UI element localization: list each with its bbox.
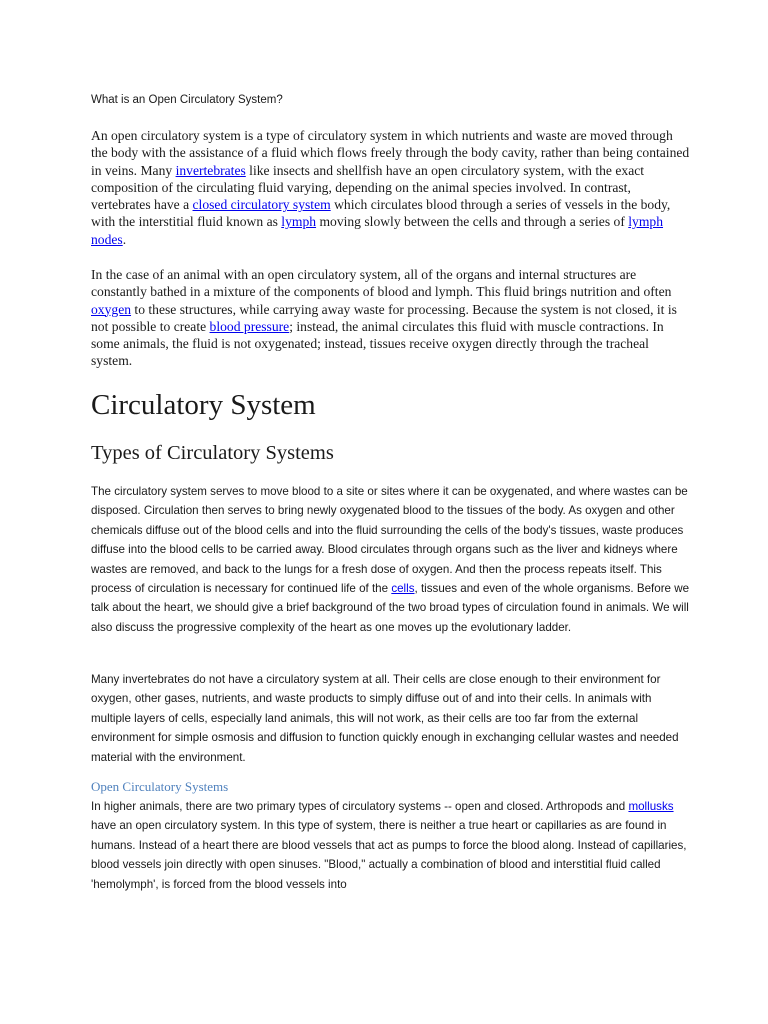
text-segment: ; instead, the animal circulates this fluid with muscle contractions. In some animals, the fluid is not oxygenated; instead, tissues receive oxygen directly through the tracheal system. bbox=[91, 318, 664, 369]
heading-circulatory-system: Circulatory System bbox=[91, 389, 316, 421]
text-segment: , tissues and even of the whole organisms. Before we talk about the heart, we should give a brief background of the two broad types of circulation found in animals. We will also discuss the progressive complexity of the heart as one moves up the evolutionary ladder. bbox=[91, 582, 690, 634]
text-segment: like insects and shellfish have an open circulatory system, with the exact composition of the circulating fluid varying, depending on the animal species involved. In contrast, vertebrates have a bbox=[91, 162, 645, 213]
link-closed-circulatory-system[interactable]: closed circulatory system bbox=[192, 197, 331, 213]
link-lymph-nodes[interactable]: lymph nodes bbox=[91, 214, 664, 247]
heading-open-circulatory-systems: Open Circulatory Systems bbox=[91, 779, 229, 794]
text-segment: An open circulatory system is a type of circulatory system in which nutrients and waste are moved through the body with the assistance of a fluid which flows freely through the body cavity, rather than being contained in veins. Many bbox=[91, 128, 690, 178]
text-segment: The circulatory system serves to move blood to a site or sites where it can be oxygenated, and where wastes can be disposed. Circulation then serves to bring newly oxygenated blood to the tissues of the body. As oxygen and other chemicals diffuse out of the blood cells and into the fluid surrounding the cells of the body's tissues, waste produces diffuse into the blood cells to be carried away. Blood circulates through organs such as the liver and kidneys where wastes are removed, and back to the lungs for a fresh dose of oxygen. And then the process repeats itself. This process of circulation is necessary for continued life of the bbox=[91, 485, 688, 596]
paragraph-open-circulatory-details bbox=[91, 797, 691, 894]
link-cells[interactable]: cells bbox=[391, 582, 415, 596]
paragraph-invertebrates-diffusion: Many invertebrates do not have a circulatory system at all. Their cells are close enough to their environment for oxygen, other gases, nutrients, and waste products to simply diffuse out of and into their cells. In animals with multiple layers of cells, especially land animals, this will not work, as their cells are too far from the external environment for simple osmosis and diffusion to function quickly enough in exchanging cellular wastes and needed material with the environment. bbox=[91, 673, 679, 764]
text-segment: which circulates blood through a series of vessels in the body, with the interstitial fluid known as bbox=[91, 197, 671, 230]
heading-types-of-circulatory-systems: Types of Circulatory Systems bbox=[91, 442, 334, 464]
paragraph-organs-bathed bbox=[91, 266, 691, 370]
question-title: What is an Open Circulatory System? bbox=[91, 94, 283, 106]
paragraph-circulation-purpose bbox=[91, 482, 691, 637]
paragraph-open-system-definition bbox=[91, 127, 691, 248]
link-blood-pressure[interactable]: blood pressure bbox=[209, 318, 290, 334]
text-segment: . bbox=[122, 231, 127, 247]
link-invertebrates[interactable]: invertebrates bbox=[175, 162, 246, 178]
text-segment: moving slowly between the cells and through a series of bbox=[316, 214, 629, 230]
text-segment: In the case of an animal with an open circulatory system, all of the organs and internal structures are constantly bathed in a mixture of the components of blood and lymph. This fluid brings nutrition and often bbox=[91, 267, 672, 300]
text-segment: to these structures, while carrying away waste for processing. Because the system is not closed, it is not possible to create bbox=[91, 301, 677, 334]
link-lymph[interactable]: lymph bbox=[281, 214, 317, 230]
link-oxygen[interactable]: oxygen bbox=[91, 301, 132, 317]
link-mollusks[interactable]: mollusks bbox=[628, 800, 674, 813]
text-segment: In higher animals, there are two primary types of circulatory systems -- open and closed. Arthropods and bbox=[91, 800, 629, 813]
text-segment: have an open circulatory system. In this type of system, there is neither a true heart or capillaries as are found in humans. Instead of a heart there are blood vessels that act as pumps to force the blood along. Instead of capillaries, blood vessels join directly with open sinuses. "Blood," actually a combination of blood and interstitial fluid called 'hemolymph', is forced from the blood vessels into bbox=[91, 819, 687, 891]
